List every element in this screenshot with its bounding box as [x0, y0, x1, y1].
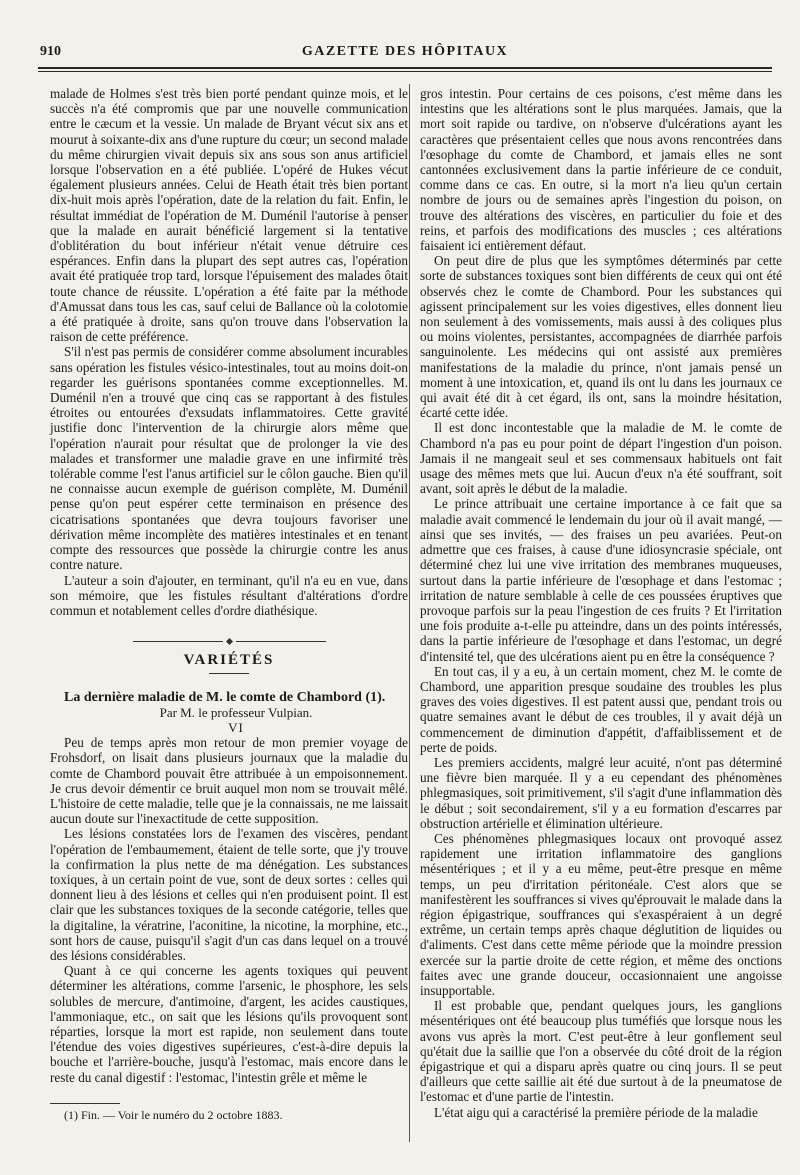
paragraph: S'il n'est pas permis de considérer comme absolument incurables sans opération les fistules vésico-intestinales, tout au moins doit-on regarder les guérisons spontanées comme exceptionnelles. M. Duménil n'en a trouvé que cinq cas se rapportant à des fistules étroites ou entourées d'exsudats inflammatoires. Cette gravité justifie donc l'intervention de la chirurgie alors même que l'opération n'aurait pour résultat que de prolonger la vie des malades et transformer une maladie grave en une infirmité très tolérable comme l'est l'anus artificiel sur le côlon gauche. Bien qu'il ne connaisse aucun exemple de guérison complète, M. Duménil pense qu'on peut espérer cette terminaison en présence des cicatrisations spontanées que devra toujours favoriser une dérivation même incomplète des matières intestinales et en tenant compte des ressources que possède la chirurgie contre les anus contre nature.	[50, 344, 408, 573]
paragraph: Quant à ce qui concerne les agents toxiques qui peuvent déterminer les altérations, comme l'arsenic, le phosphore, les sels solubles de mercure, d'antimoine, d'argent, les acides caustiques, l'ammoniaque, etc., on sait que les lésions qu'ils provoquent sont réparties, lorsque la mort est rapide, non seulement dans toute l'étendue des voies digestives supérieures, c'est-à-dire depuis la bouche et l'arrière-bouche, jusqu'à l'estomac, mais encore dans le reste du canal digestif : l'estomac, l'intestin grêle et même le	[50, 963, 408, 1085]
column-divider	[409, 84, 410, 1142]
paragraph: On peut dire de plus que les symptômes déterminés par cette sorte de substances toxiques sont bien différents de ceux qui ont été observés chez le comte de Chambord. Pour les substances qui agissent principalement sur les voies digestives, elles donnent lieu non seulement à des vomissements, mais aussi à des coliques plus ou moins violentes, persistantes, accompagnées de diarrhée parfois sanguinolente. Les médecins qui ont assisté aux premières manifestations de la maladie du prince, n'ont jamais pensé un moment à une intoxication, et, quand ils ont lu dans les journaux ce qui avait été dit à cet égard, ils ont, sans la moindre hésitation, écarté cette idée.	[420, 253, 782, 421]
header-rule-thick	[38, 67, 772, 69]
separator-ornament	[225, 638, 232, 645]
page-header	[40, 44, 770, 66]
footnote-rule	[50, 1103, 120, 1104]
paragraph: Ces phénomènes phlegmasiques locaux ont provoqué assez rapidement une irritation inflammatoire des ganglions mésentériques ; et il y a eu même, peut-être presque en même temps, un peu d'irritation péritonéale. C'est alors que se manifestèrent les souffrances si vives qu'éprouvait le malade dans la région épigastrique, souffrances qui s'exaspéraient à un degré extrême, un certain temps après chaque déglutition de liquides ou d'aliments. C'est dans cette même période que la moindre pression exercée sur la partie droite de cette région, et même des onctions faites avec une grande douceur, occasionnaient une angoisse insupportable.	[420, 830, 782, 998]
paragraph: Les premiers accidents, malgré leur acuité, n'ont pas déterminé une fièvre bien marquée. Il y a eu cependant des phénomènes phlegmasiques, soit primitivement, s'il s'agit d'une inflammation dès le début ; soit secondairement, s'il y a eu formation d'escarres par obstruction artérielle et élimination ultérieure.	[420, 754, 782, 831]
left-column	[50, 86, 408, 1123]
paragraph: malade de Holmes s'est très bien porté pendant quinze mois, et le succès n'a été compromis que par une nouvelle communication entre le cæcum et la vessie. Un malade de Bryant vécut six ans et mourut à soixante-dix ans d'une rupture du cœur; un second malade du même chirurgien vivait depuis six ans sous son anus artificiel lorsque l'observation en a été publiée. L'opéré de Hukes vécut également plusieurs années. Celui de Heath était très bien portant dix-huit mois après l'opération, date de la relation du fait. Enfin, le résultat immédiat de l'opération de M. Duménil l'autorise à penser que la malade en aurait bénéficié largement si la tentative d'oblitération du bout inférieur n'était venue détruire ces espérances. Enfin dans la plupart des sept autres cas, l'opération avait été pratiquée trop tard, lorsque l'épuisement des malades ôtait toute chance de réussite. L'opération a été faite par la méthode d'Amussat dans tous les cas, sauf celui de Ballance où la colotomie a été pratiquée à droite, sans qu'on trouve dans l'observation la raison de cette préférence.	[50, 86, 408, 345]
paragraph: Les lésions constatées lors de l'examen des viscères, pendant l'opération de l'embaumement, étaient de telle sorte, que j'y trouve la confirmation la plus nette de ma dénégation. Les substances toxiques, à un certain point de vue, sont de deux sortes : celles qui donnent lieu à des lésions et celles qui n'en produisent point. Il est clair que les substances toxiques de la seconde catégorie, telles que la digitaline, la vératrine, l'aconitine, la nicotine, la morphine, etc., sont hors de cause, puisqu'il s'agit d'un cas dans lequel on a trouvé des lésions considérables.	[50, 826, 408, 963]
paragraph: Le prince attribuait une certaine importance à ce fait que sa maladie avait commencé le lendemain du jour où il avait mangé, — ainsi que ses invités, — des fraises un peu avariées. Peut-on admettre que ces fraises, à cause d'une idiosyncrasie spéciale, ont déterminé chez lui une vive irritation des membranes muqueuses, surtout dans la partie inférieure de l'œsophage et dans l'estomac ; irritation de nature semblable à celle de ces poussées éruptives que provoque parfois sur la peau l'ingestion de ces fruits ? Et l'irritation une fois produite a-t-elle pu atteindre, dans un des points intéressés, dans la partie inférieure de l'œsophage et dans l'estomac, un degré d'intensité tel, que des ulcérations aient pu en être la conséquence ?	[420, 496, 782, 664]
chapter-number: VI	[228, 719, 244, 735]
paragraph: gros intestin. Pour certains de ces poisons, c'est même dans les intestins que les altérations sont le plus marquées. Jamais, que la mort soit rapide ou tardive, on n'observe d'ulcérations ayant les caractères que présentaient celles que nous avons rencontrées dans l'œsophage du comte de Chambord, et jamais elles ne sont cantonnées exclusivement dans la partie inférieure de ce conduit, comme dans ce cas. En outre, si la mort n'a lieu qu'un certain nombre de jours ou de semaines après l'ingestion du poison, on trouve des altérations des viscères, en particulier du foie et des reins, et parfois des modifications des muscles ; ces altérations faisaient ici entièrement défaut.	[420, 86, 782, 254]
paragraph: Il est probable que, pendant quelques jours, les ganglions mésentériques ont été beaucoup plus tuméfiés que lorsque nous les avons vus après la mort. C'est peut-être à leur gonflement seul qu'était due la saillie que l'on a observée du côté droit de la région épigastrique et qui a disparu après quatre ou cinq jours. Il se peut d'ailleurs que cette saillie ait été due surtout à de la pneumatose de l'estomac et d'une partie de l'intestin.	[420, 998, 782, 1105]
paragraph: Il est donc incontestable que la maladie de M. le comte de Chambord n'a pas eu pour point de départ l'ingestion d'un poison. Jamais il ne mangeait seul et ses commensaux habituels ont fait usage des mêmes mets que lui. Aucun d'eux n'a été souffrant, soit avant, soit après le début de la maladie.	[420, 420, 782, 497]
paragraph: L'état aigu qui a caractérisé la première période de la maladie	[434, 1104, 758, 1120]
paragraph: L'auteur a soin d'ajouter, en terminant, qu'il n'a eu en vue, dans son mémoire, que les fistules résultant d'altérations d'ordre commun et notablement celles d'ordre diathésique.	[50, 572, 408, 618]
separator-line	[133, 641, 223, 642]
paragraph: En tout cas, il y a eu, à un certain moment, chez M. le comte de Chambord, une apparition presque soudaine des troubles les plus graves des voies digestives. Il est patent aussi que, pendant trois ou quatre semaines avant le début de ces troubles, il y avait déjà un commencement de diminution d'appétit, d'affaiblissement et de perte de poids.	[420, 663, 782, 755]
header-rule-thin	[38, 71, 772, 72]
byline: Par M. le professeur Vulpian.	[159, 704, 313, 720]
right-column	[420, 86, 782, 1120]
page-number: 910	[40, 44, 61, 59]
separator-line	[236, 641, 326, 642]
section-title: VARIÉTÉS	[183, 652, 275, 669]
section-separator	[50, 632, 408, 647]
footnote: (1) Fin. — Voir le numéro du 2 octobre 1883.	[64, 1107, 283, 1122]
section-rule	[209, 673, 249, 674]
article-title: La dernière maladie de M. le comte de Chambord (1).	[64, 689, 386, 705]
paragraph: Peu de temps après mon retour de mon premier voyage de Frohsdorf, on lisait dans plusieurs journaux que la maladie du comte de Chambord pouvait être attribuée à un empoisonnement. Je crus devoir démentir ce bruit auquel mon nom se trouvait mêlé. L'histoire de cette maladie, telle que je la connaissais, ne me laissait aucun doute sur l'inexactitude de cette supposition.	[50, 735, 408, 827]
running-title: GAZETTE DES HÔPITAUX	[301, 44, 509, 59]
